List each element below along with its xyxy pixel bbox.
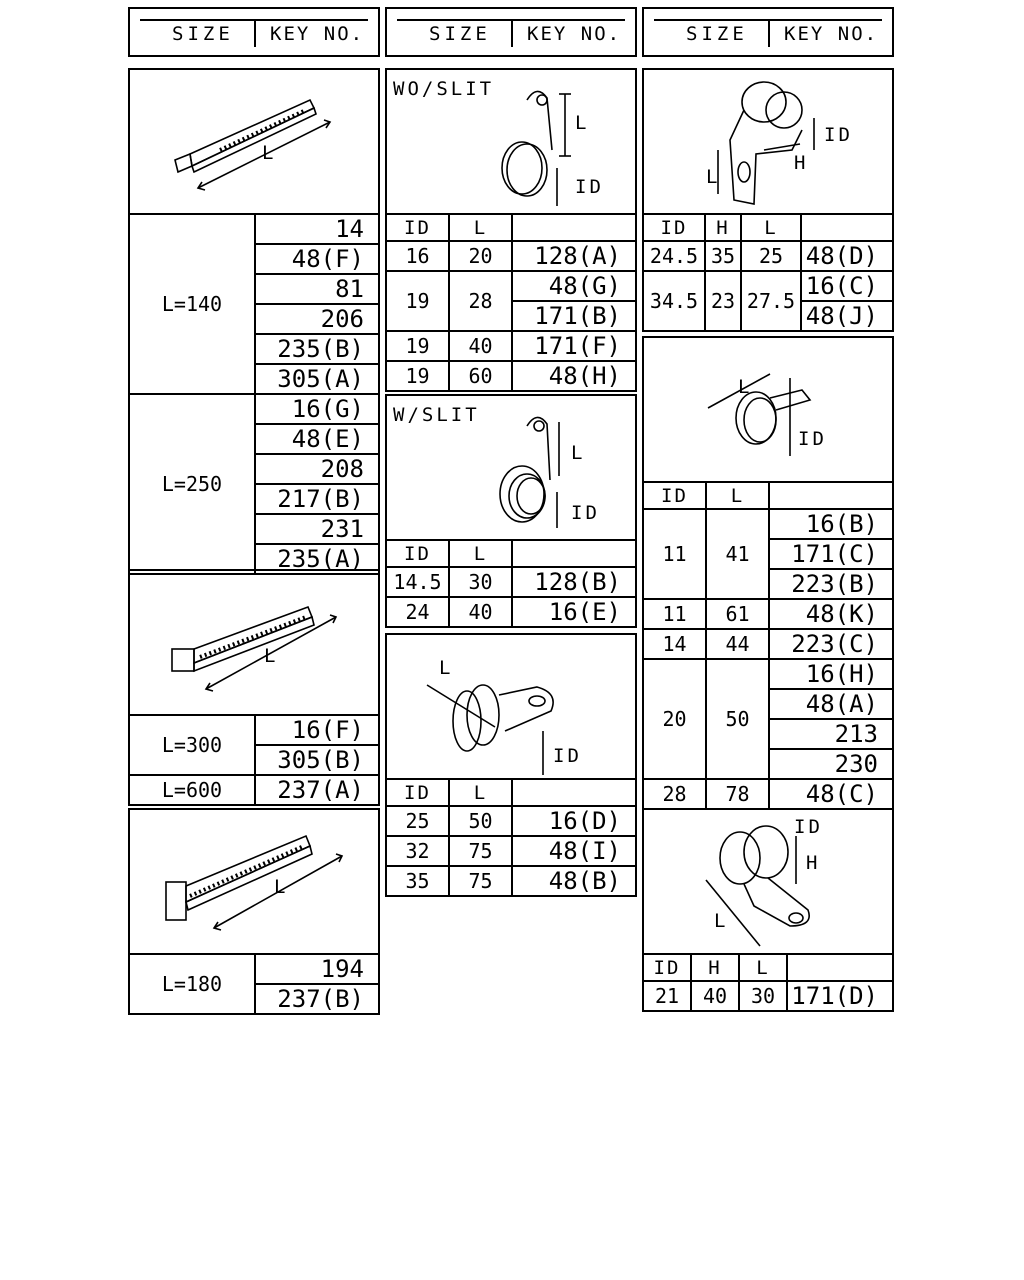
column-header	[512, 779, 636, 806]
table-row	[386, 241, 636, 271]
l-cell: 25	[741, 241, 801, 271]
size-cell: L=300	[129, 715, 255, 775]
key-no-cell: 237(A)	[255, 775, 379, 805]
size-cell: L=180	[129, 954, 255, 1014]
clip-woslit-illustration	[385, 68, 637, 215]
column-header: ID	[643, 954, 691, 981]
key-no-cell: 237(B)	[255, 984, 379, 1014]
tie2-table	[128, 714, 380, 806]
tie3-table	[128, 953, 380, 1015]
key-no-cell: 16(D)	[512, 806, 636, 836]
cable-tie-illustration-2	[128, 569, 380, 716]
size-cell: L=140	[129, 214, 255, 394]
l-cell: 60	[449, 361, 512, 391]
table-row	[643, 779, 893, 809]
dim-label-L: L	[738, 376, 753, 398]
key-no-cell: 223(B)	[769, 569, 893, 599]
key-no-cell: 171(C)	[769, 539, 893, 569]
column-header: L	[449, 214, 512, 241]
id-cell: 11	[643, 599, 706, 629]
l-cell: 28	[449, 271, 512, 331]
column-header: ID	[643, 214, 705, 241]
column-header	[787, 954, 893, 981]
table-row	[129, 954, 379, 984]
key-no-cell: 48(A)	[769, 689, 893, 719]
column-header	[512, 214, 636, 241]
table-row	[643, 509, 893, 539]
clip3-table	[385, 778, 637, 897]
key-no-cell: 305(B)	[255, 745, 379, 775]
table-header-row	[386, 540, 636, 567]
woslit-label: WO/SLIT	[393, 78, 495, 100]
column-header: L	[739, 954, 787, 981]
dim-label-L: L	[262, 142, 277, 164]
id-cell: 11	[643, 509, 706, 599]
l-cell: 41	[706, 509, 769, 599]
clipB-drawing	[644, 338, 892, 481]
key-no-cell: 48(I)	[512, 836, 636, 866]
table-header-row	[643, 482, 893, 509]
key-no-cell: 48(C)	[769, 779, 893, 809]
dim-label-L: L	[264, 645, 279, 667]
dim-label-H: H	[806, 852, 821, 874]
h-cell: 40	[691, 981, 739, 1011]
table-row	[129, 394, 379, 424]
header-size: SIZE	[429, 23, 491, 45]
dim-label-L: L	[575, 112, 590, 134]
table-row	[643, 659, 893, 689]
table-row	[643, 241, 893, 271]
id-cell: 19	[386, 271, 449, 331]
key-no-cell: 231	[255, 514, 379, 544]
key-no-cell: 16(B)	[769, 509, 893, 539]
clip-wslit-illustration	[385, 394, 637, 541]
table-row	[386, 806, 636, 836]
woslit-table	[385, 213, 637, 392]
id-cell: 20	[643, 659, 706, 779]
header-separator	[768, 21, 770, 47]
id-cell: 21	[643, 981, 691, 1011]
key-no-cell: 16(E)	[512, 597, 636, 627]
header-col1	[128, 7, 380, 57]
key-no-cell: 235(B)	[255, 334, 379, 364]
clipC-table	[642, 953, 894, 1012]
column-header: ID	[386, 214, 449, 241]
table-header-row	[386, 779, 636, 806]
key-no-cell: 48(H)	[512, 361, 636, 391]
key-no-cell: 223(C)	[769, 629, 893, 659]
header-key-no: KEY NO.	[270, 23, 365, 45]
table-row	[129, 214, 379, 244]
table-header-row	[643, 954, 893, 981]
table-row	[643, 599, 893, 629]
id-cell: 24	[386, 597, 449, 627]
clipC-drawing	[644, 810, 892, 953]
id-cell: 25	[386, 806, 449, 836]
key-no-cell: 128(A)	[512, 241, 636, 271]
l-cell: 30	[449, 567, 512, 597]
l-cell: 44	[706, 629, 769, 659]
column-header: H	[705, 214, 741, 241]
id-cell: 24.5	[643, 241, 705, 271]
dim-label-L: L	[274, 876, 289, 898]
dim-label-L: L	[714, 910, 729, 932]
cable-tie-drawing	[130, 571, 378, 714]
key-no-cell: 48(F)	[255, 244, 379, 274]
l-cell: 61	[706, 599, 769, 629]
key-no-cell: 81	[255, 274, 379, 304]
clipA-table	[642, 213, 894, 332]
key-no-cell: 48(G)	[512, 271, 636, 301]
dim-label-L: L	[571, 442, 586, 464]
header-col3	[642, 7, 894, 57]
key-no-cell: 305(A)	[255, 364, 379, 394]
table-row	[386, 597, 636, 627]
dim-label-L: L	[706, 166, 721, 188]
table-row	[386, 836, 636, 866]
clipC-illustration	[642, 808, 894, 955]
wslit-table	[385, 539, 637, 628]
table-row	[643, 271, 893, 301]
l-cell: 50	[449, 806, 512, 836]
l-cell: 75	[449, 866, 512, 896]
column-header: L	[706, 482, 769, 509]
key-no-cell: 194	[255, 954, 379, 984]
table-header-row	[643, 214, 893, 241]
key-no-cell: 128(B)	[512, 567, 636, 597]
id-cell: 34.5	[643, 271, 705, 331]
header-size: SIZE	[172, 23, 234, 45]
column-header: L	[741, 214, 801, 241]
table-row	[643, 981, 893, 1011]
key-no-cell: 16(H)	[769, 659, 893, 689]
h-cell: 23	[705, 271, 741, 331]
clipA-illustration	[642, 68, 894, 215]
header-key-no: KEY NO.	[784, 23, 879, 45]
key-no-cell: 171(D)	[787, 981, 893, 1011]
l-cell: 20	[449, 241, 512, 271]
l-cell: 50	[706, 659, 769, 779]
column-header: H	[691, 954, 739, 981]
id-cell: 28	[643, 779, 706, 809]
key-no-cell: 206	[255, 304, 379, 334]
key-no-cell: 213	[769, 719, 893, 749]
dim-label-ID: ID	[553, 745, 582, 767]
tie1-table	[128, 213, 380, 575]
key-no-cell: 16(C)	[801, 271, 893, 301]
key-no-cell: 48(D)	[801, 241, 893, 271]
column-header: ID	[386, 540, 449, 567]
dim-label-H: H	[794, 152, 809, 174]
column-header: L	[449, 779, 512, 806]
table-row	[386, 331, 636, 361]
clip3-illustration	[385, 633, 637, 780]
column-header: ID	[643, 482, 706, 509]
column-header	[512, 540, 636, 567]
clip3-drawing	[387, 635, 635, 778]
column-header: ID	[386, 779, 449, 806]
id-cell: 14.5	[386, 567, 449, 597]
cable-tie-drawing	[130, 70, 378, 213]
header-key-no: KEY NO.	[527, 23, 622, 45]
table-row	[386, 361, 636, 391]
table-row	[386, 866, 636, 896]
id-cell: 16	[386, 241, 449, 271]
key-no-cell: 208	[255, 454, 379, 484]
column-header: L	[449, 540, 512, 567]
header-separator	[511, 21, 513, 47]
dim-label-ID: ID	[824, 124, 853, 146]
column-header	[801, 214, 893, 241]
dim-label-ID: ID	[794, 816, 823, 838]
table-header-row	[386, 214, 636, 241]
id-cell: 35	[386, 866, 449, 896]
table-row	[386, 271, 636, 301]
key-no-cell: 217(B)	[255, 484, 379, 514]
key-no-cell: 48(K)	[769, 599, 893, 629]
id-cell: 19	[386, 361, 449, 391]
table-row	[129, 715, 379, 745]
l-cell: 30	[739, 981, 787, 1011]
size-cell: L=250	[129, 394, 255, 574]
key-no-cell: 14	[255, 214, 379, 244]
key-no-cell: 16(G)	[255, 394, 379, 424]
id-cell: 14	[643, 629, 706, 659]
size-cell: L=600	[129, 775, 255, 805]
cable-tie-illustration-3	[128, 808, 380, 955]
l-cell: 78	[706, 779, 769, 809]
h-cell: 35	[705, 241, 741, 271]
dim-label-ID: ID	[575, 176, 604, 198]
l-cell: 75	[449, 836, 512, 866]
l-cell: 27.5	[741, 271, 801, 331]
clipB-illustration	[642, 336, 894, 483]
header-col2	[385, 7, 637, 57]
header-separator	[254, 21, 256, 47]
table-row	[129, 775, 379, 805]
cable-tie-drawing	[130, 810, 378, 953]
l-cell: 40	[449, 331, 512, 361]
key-no-cell: 171(F)	[512, 331, 636, 361]
cable-tie-illustration-1	[128, 68, 380, 215]
key-no-cell: 16(F)	[255, 715, 379, 745]
key-no-cell: 48(B)	[512, 866, 636, 896]
id-cell: 19	[386, 331, 449, 361]
dim-label-ID: ID	[571, 502, 600, 524]
clipA-drawing	[644, 70, 892, 213]
dim-label-ID: ID	[798, 428, 827, 450]
key-no-cell: 230	[769, 749, 893, 779]
table-row	[643, 629, 893, 659]
clipB-table	[642, 481, 894, 810]
key-no-cell: 171(B)	[512, 301, 636, 331]
l-cell: 40	[449, 597, 512, 627]
id-cell: 32	[386, 836, 449, 866]
wslit-label: W/SLIT	[393, 404, 480, 426]
key-no-cell: 48(E)	[255, 424, 379, 454]
dim-label-L: L	[439, 657, 454, 679]
header-size: SIZE	[686, 23, 748, 45]
key-no-cell: 235(A)	[255, 544, 379, 574]
table-row	[386, 567, 636, 597]
key-no-cell: 48(J)	[801, 301, 893, 331]
column-header	[769, 482, 893, 509]
